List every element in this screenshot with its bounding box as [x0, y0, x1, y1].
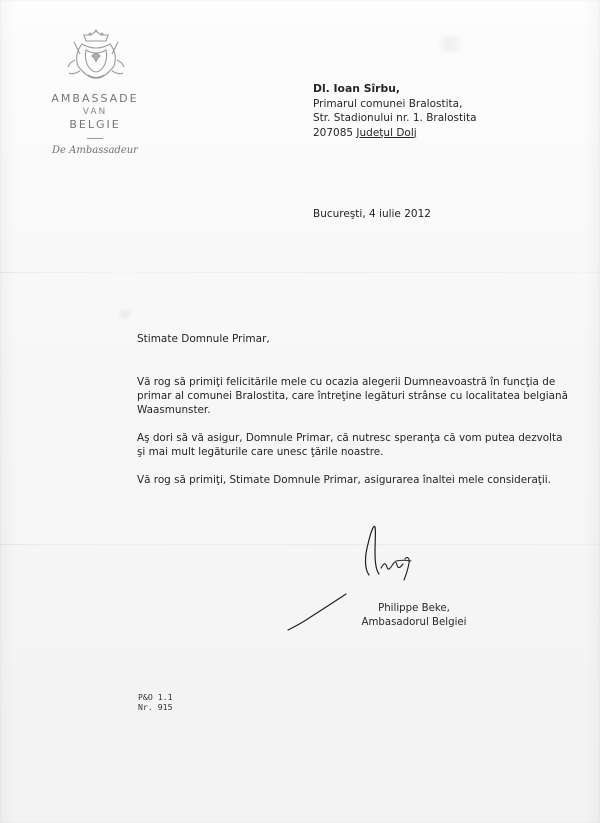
paper-smudge [115, 308, 135, 320]
paper-fold-line [0, 544, 600, 545]
letter-body [137, 375, 569, 501]
paper-fold-line [0, 272, 600, 273]
recipient-county: Judeţul Dolj [356, 126, 417, 139]
signatory-name: Philippe Beke, [378, 603, 450, 614]
recipient-address-block [313, 82, 573, 140]
recipient-postal-code: 207085 [313, 126, 357, 139]
recipient-name: Dl. Ioan Sîrbu, [313, 82, 401, 95]
handwritten-signature [351, 515, 431, 583]
body-paragraph-1: Vă rog să primiţi felicitările mele cu ocazia alegerii Dumneavoastră în funcţia de primar al comunei Bralostita, care întreţine legături strânse cu localitatea belgiană Waasmunster. [137, 376, 568, 416]
letter-date: Bucureşti, 4 iulie 2012 [313, 208, 431, 220]
paper-smudge [430, 35, 470, 53]
letterhead-line-van: VAN [82, 107, 108, 117]
letterhead-line-ambassade: AMBASSADE [51, 92, 139, 105]
embassy-letterhead [40, 92, 150, 156]
salutation: Stimate Domnule Primar, [137, 333, 270, 345]
recipient-title: Primarul comunei Bralostita, [313, 97, 463, 110]
document-reference [138, 692, 173, 712]
recipient-street: Str. Stadionului nr. 1. Bralostita [313, 112, 477, 124]
signatory-block [339, 602, 489, 630]
recipient-postal-line [313, 126, 573, 141]
reference-line-1: P&O 1.1 [138, 692, 173, 702]
letterhead-subtitle: De Ambassadeur [52, 145, 138, 156]
letterhead-line-belgie: BELGIE [69, 118, 121, 131]
royal-coat-of-arms-icon [64, 26, 128, 84]
reference-line-2: Nr. 915 [138, 702, 173, 712]
letterhead-divider [87, 138, 103, 139]
signatory-title: Ambasadorul Belgiei [361, 617, 467, 628]
body-paragraph-3: Vă rog să primiţi, Stimate Domnule Primar, asigurarea înaltei mele consideraţii. [137, 474, 551, 486]
body-paragraph-2: Aş dori să vă asigur, Domnule Primar, că nutresc speranţa că vom putea dezvolta şi mai mult legăturile care unesc ţările noastre. [137, 432, 563, 458]
